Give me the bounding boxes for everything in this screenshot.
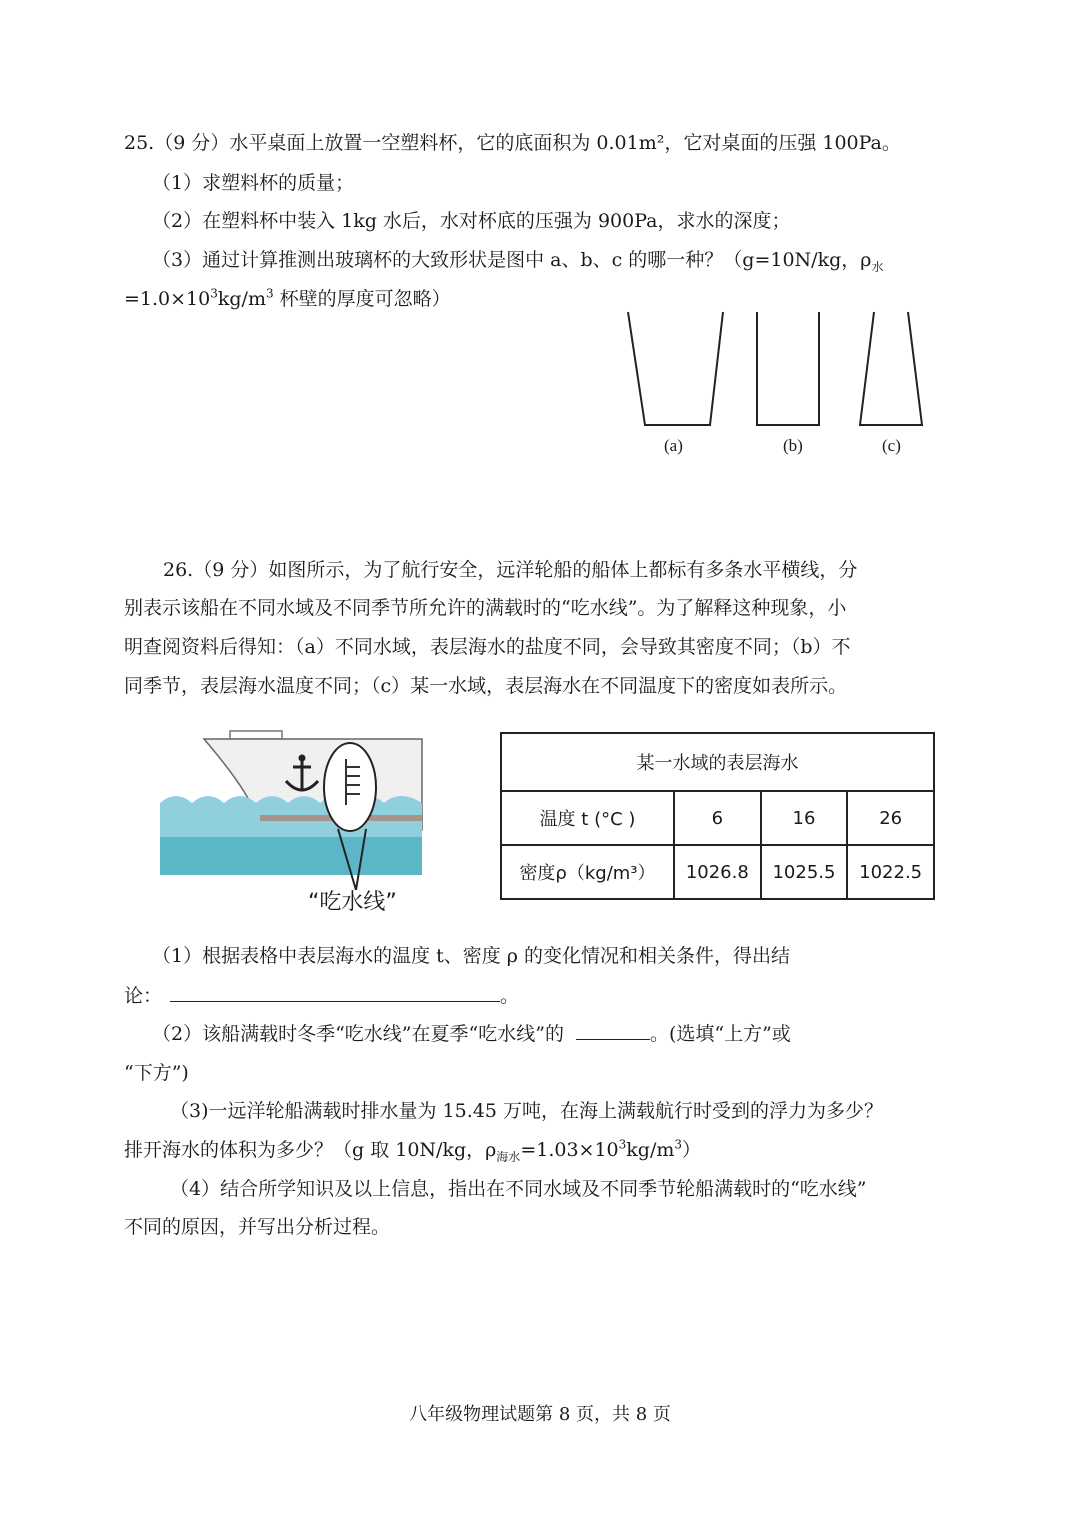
rho-subscript: 水 [871,259,884,274]
q26-part4: （4）结合所学知识及以上信息，指出在不同水域及不同季节轮船满载时的“吃水线” [170,1178,867,1200]
exponent: 3 [210,286,218,301]
q25-line1: 25.（9 分）水平桌面上放置一空塑料杯，它的底面积为 0.01m²，它对桌面的压强 100Pa。 [124,132,901,154]
q26-part4-cont: 不同的原因，并写出分析过程。 [124,1216,391,1238]
table-cell: 6 [674,791,761,845]
cup-a-label: (a) [664,436,683,455]
period: 。 [500,985,520,1007]
cups-drawing [618,308,938,438]
part2-text: （2）该船满载时冬季“吃水线”在夏季“吃水线”的 [152,1023,564,1045]
position-blank[interactable] [576,1039,650,1040]
q25-part1: （1）求塑料杯的质量； [152,172,355,194]
cup-b [757,312,819,425]
density-table [500,732,935,900]
table-row [501,845,934,899]
table-cell: 26 [847,791,934,845]
cup-c-label: (c) [882,436,901,455]
cup-b-label: (b) [783,436,803,455]
part3-text: 排开海水的体积为多少？（g 取 10N/kg，ρ [124,1139,497,1161]
q26-part1: （1）根据表格中表层海水的温度 t、密度 ρ 的变化情况和相关条件，得出结 [152,945,791,967]
density-value: =1.03×10 [520,1139,619,1161]
rho-subscript: 海水 [496,1149,521,1164]
table-cell: 1026.8 [674,845,761,899]
table-title: 某一水域的表层海水 [501,733,934,791]
q26-part3-cont [124,1137,701,1163]
q26-line4: 同季节，表层海水温度不同；（c）某一水域，表层海水在不同温度下的密度如表所示。 [124,675,848,697]
q25-part2: （2）在塑料杯中装入 1kg 水后，水对杯底的压强为 900Pa，求水的深度； [152,210,791,232]
q26-line1: 26.（9 分）如图所示，为了航行安全，远洋轮船的船体上都标有多条水平横线，分 [163,559,858,581]
conclusion-label: 论： [124,985,163,1007]
q26-line2: 别表示该船在不同水域及不同季节所允许的满载时的“吃水线”。为了解释这种现象，小 [124,597,847,619]
table-cell: 16 [761,791,848,845]
table-row [501,791,934,845]
density-unit: kg/m [626,1139,675,1161]
exponent: 3 [618,1137,627,1152]
table-title-row [501,733,934,791]
ship-figure [160,725,430,920]
cups-figure [618,308,938,468]
waterline-caption: “吃水线” [308,890,397,915]
cup-c [860,312,922,425]
q26-line3: 明查阅资料后得知：（a）不同水域，表层海水的盐度不同，会导致其密度不同；（b）不 [124,636,851,658]
page-footer: 八年级物理试题第 8 页，共 8 页 [409,1404,671,1425]
q26-part2-cont: “下方”) [124,1062,189,1084]
q25-part3-text: （3）通过计算推测出玻璃杯的大致形状是图中 a、b、c 的哪一种？（g=10N/kg，ρ [152,249,872,271]
q25-part3 [152,247,883,273]
cup-a [628,312,723,425]
q26-part1-cont [124,983,519,1009]
q26-part3: （3)一远洋轮船满载时排水量为 15.45 万吨，在海上满载航行时受到的浮力为多少？ [170,1100,883,1122]
q26-part2 [152,1021,791,1047]
density-label: 密度ρ（kg/m³） [501,845,674,899]
table-cell: 1022.5 [847,845,934,899]
part2-end: 。(选填“上方”或 [649,1023,791,1045]
ship-drawing [160,725,430,890]
note-text: 杯壁的厚度可忽略） [273,288,451,310]
exponent: 3 [674,1137,683,1152]
density-unit: kg/m [217,288,266,310]
table-cell: 1025.5 [761,845,848,899]
density-value: =1.0×10 [124,288,211,310]
q25-part3-cont [124,286,451,312]
closing-paren: ） [682,1139,702,1161]
conclusion-blank[interactable] [170,1001,500,1002]
temperature-label: 温度 t (°C ) [501,791,674,845]
exponent: 3 [265,286,274,301]
